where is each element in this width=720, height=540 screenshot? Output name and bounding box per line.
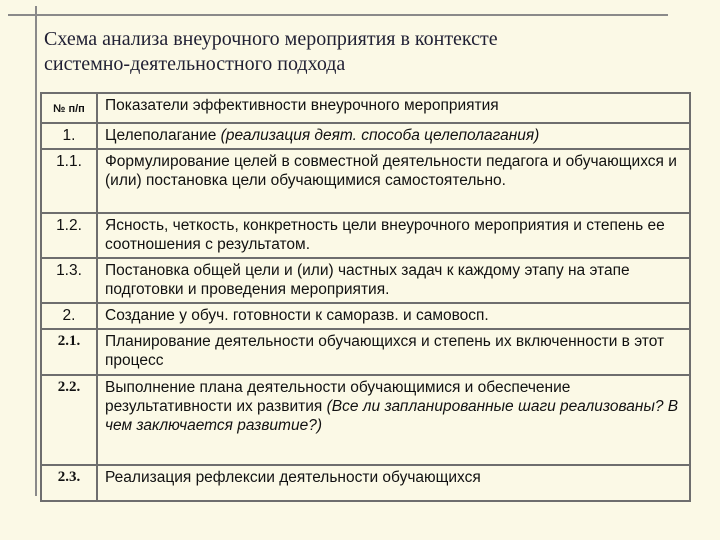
- left-decorative-line: [35, 6, 37, 496]
- row-text: Ясность, четкость, конкретность цели внеурочного мероприятия и степень ее соотношения с результатом.: [97, 213, 690, 258]
- row-text: Формулирование целей в совместной деятельности педагога и обучающихся и (или) постановка цели обучающимися самостоятельно.: [97, 149, 690, 213]
- row-num: 2.: [41, 303, 97, 329]
- table-row: [41, 303, 690, 329]
- row-text: Планирование деятельности обучающихся и степень их включенности в этот процесс: [97, 329, 690, 375]
- table-row: [41, 258, 690, 303]
- row-num: 2.1.: [41, 329, 97, 375]
- row-num: 2.2.: [41, 375, 97, 465]
- title-line-2: системно-деятельностного подхода: [44, 53, 346, 75]
- table-row: [41, 213, 690, 258]
- header-text-cell: Показатели эффективности внеурочного мероприятия: [97, 93, 690, 123]
- table-row: [41, 123, 690, 149]
- row-num: 1.2.: [41, 213, 97, 258]
- row-text-plain: Целеполагание: [105, 127, 221, 144]
- row-text-plain: Выполнение плана деятельности обучающимися и обеспечение результативности их развития: [105, 379, 571, 415]
- table-row: [41, 465, 690, 501]
- table-row: [41, 375, 690, 465]
- row-text: Реализация рефлексии деятельности обучающихся: [97, 465, 690, 501]
- row-text: Постановка общей цели и (или) частных задач к каждому этапу на этапе подготовки и проведения мероприятия.: [97, 258, 690, 303]
- row-num: 1.1.: [41, 149, 97, 213]
- row-text: Создание у обуч. готовности к саморазв. и самовосп.: [97, 303, 690, 329]
- row-text: [97, 375, 690, 465]
- indicators-table: [40, 92, 691, 502]
- title-line-1: Схема анализа внеурочного мероприятия в контексте: [44, 28, 498, 50]
- slide-title: [44, 27, 694, 77]
- row-num: 1.3.: [41, 258, 97, 303]
- row-num: 1.: [41, 123, 97, 149]
- row-num: 2.3.: [41, 465, 97, 501]
- table-header-row: [41, 93, 690, 123]
- row-text-italic: (реализация деят. способа целеполагания): [220, 127, 540, 144]
- row-text-italic: (Все ли запланированные шаги реализованы? В чем заключается развитие?): [105, 398, 679, 434]
- top-decorative-line: [8, 14, 668, 16]
- row-text: [97, 123, 690, 149]
- header-num-cell: № п/п: [41, 93, 97, 123]
- table-row: [41, 149, 690, 213]
- table-row: [41, 329, 690, 375]
